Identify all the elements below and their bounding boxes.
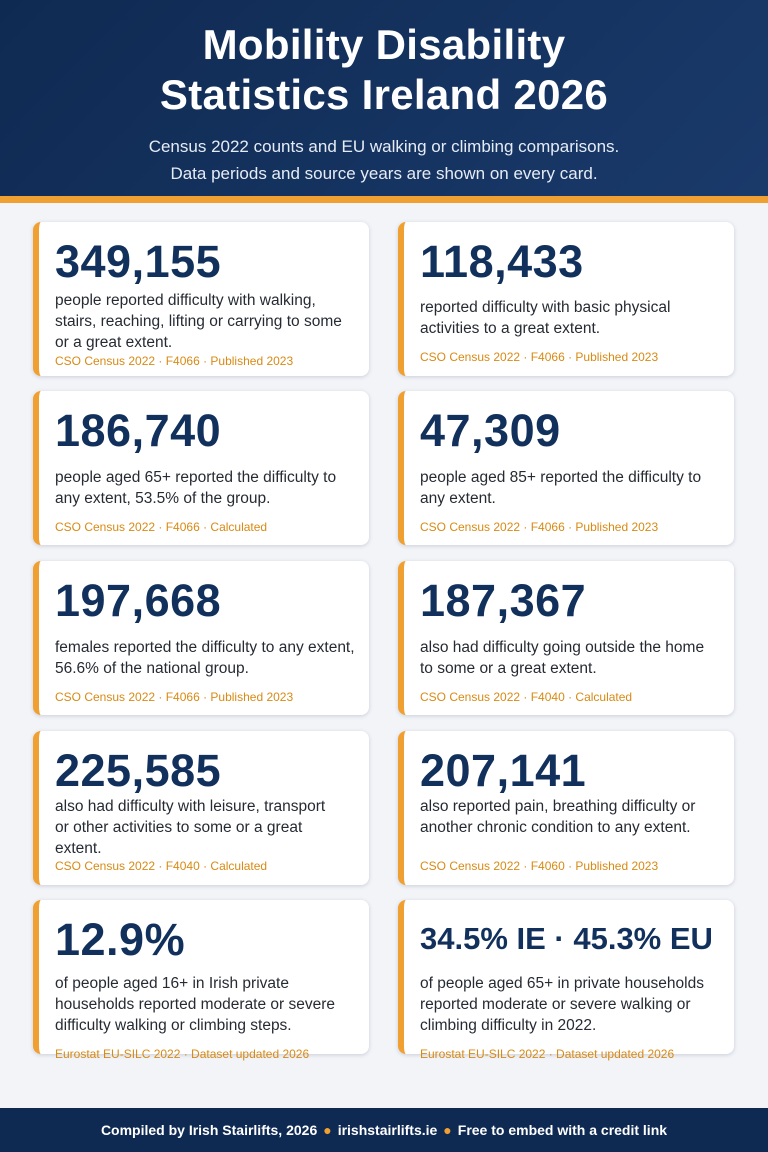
subtitle-line-1: Census 2022 counts and EU walking or climbing comparisons. [148,137,620,156]
stat-source: CSO Census 2022 · F4060 · Published 2023 [420,859,659,873]
stat-value: 225,585 [55,745,222,796]
title-line-2: Statistics Ireland 2026 [159,71,609,118]
stat-description: of people aged 65+ in private households reported moderate or severe walking or climbing difficulty in 2022. [420,975,704,1034]
stat-value: 47,309 [420,405,561,456]
stat-card-leisure-transport [33,731,369,885]
header-accent-bar [0,196,768,203]
stat-card-aged-85 [398,391,734,545]
footer-embed-note: Free to embed with a credit link [457,1122,668,1138]
stat-card-going-outside [398,561,734,715]
stat-value: 118,433 [420,236,584,287]
stat-description: also had difficulty with leisure, transport or other activities to some or a great extent. [55,798,326,857]
footer-site-link[interactable]: irishstairlifts.ie [337,1122,438,1138]
stat-source: CSO Census 2022 · F4066 · Published 2023 [420,350,659,364]
stat-description: people aged 85+ reported the difficulty to any extent. [420,469,702,507]
stat-value: 207,141 [420,745,587,796]
stat-value: 34.5% IE · 45.3% EU [420,921,713,956]
page-header [0,0,768,196]
stat-description: females reported the difficulty to any extent, 56.6% of the national group. [55,639,355,677]
stat-card-chronic-condition [398,731,734,885]
title-line-1: Mobility Disability [202,21,566,68]
stat-card-eu-silc-65plus [398,900,734,1061]
stat-source: Eurostat EU-SILC 2022 · Dataset updated 2026 [55,1047,310,1061]
stat-source: CSO Census 2022 · F4066 · Published 2023 [55,690,294,704]
stat-source: CSO Census 2022 · F4066 · Calculated [55,520,268,534]
stat-value: 12.9% [55,914,186,965]
stat-source: CSO Census 2022 · F4066 · Published 2023 [420,520,659,534]
page-subtitle [0,133,768,187]
stat-value: 197,668 [55,575,222,626]
footer-credit: Compiled by Irish Stairlifts, 2026 [100,1122,318,1138]
subtitle-line-2: Data periods and source years are shown on every card. [170,164,598,183]
stat-card-great-extent [398,222,734,376]
stat-value: 349,155 [55,236,222,287]
stat-source: Eurostat EU-SILC 2022 · Dataset updated 2026 [420,1047,675,1061]
page-title [0,20,768,120]
stat-description: also had difficulty going outside the home to some or a great extent. [420,639,705,677]
stat-source: CSO Census 2022 · F4040 · Calculated [420,690,633,704]
stat-source: CSO Census 2022 · F4040 · Calculated [55,859,268,873]
stat-description: people aged 65+ reported the difficulty to any extent, 53.5% of the group. [55,469,337,507]
stat-value: 187,367 [420,575,587,626]
stat-description: people reported difficulty with walking, stairs, reaching, lifting or carrying to some or a great extent. [55,292,342,351]
footer-separator: ● [443,1122,452,1138]
footer-separator: ● [323,1122,332,1138]
page-footer [0,1108,768,1152]
stat-value: 186,740 [55,405,222,456]
stat-description: of people aged 16+ in Irish private households reported moderate or severe difficulty walking or climbing steps. [55,975,336,1034]
stat-source: CSO Census 2022 · F4066 · Published 2023 [55,354,294,368]
stat-card-aged-65 [33,391,369,545]
stat-card-females [33,561,369,715]
stat-description: reported difficulty with basic physical activities to a great extent. [420,299,671,337]
stat-description: also reported pain, breathing difficulty or another chronic condition to any extent. [420,798,696,836]
stat-card-eu-silc-16plus [33,900,369,1061]
stat-card-total [33,222,369,376]
